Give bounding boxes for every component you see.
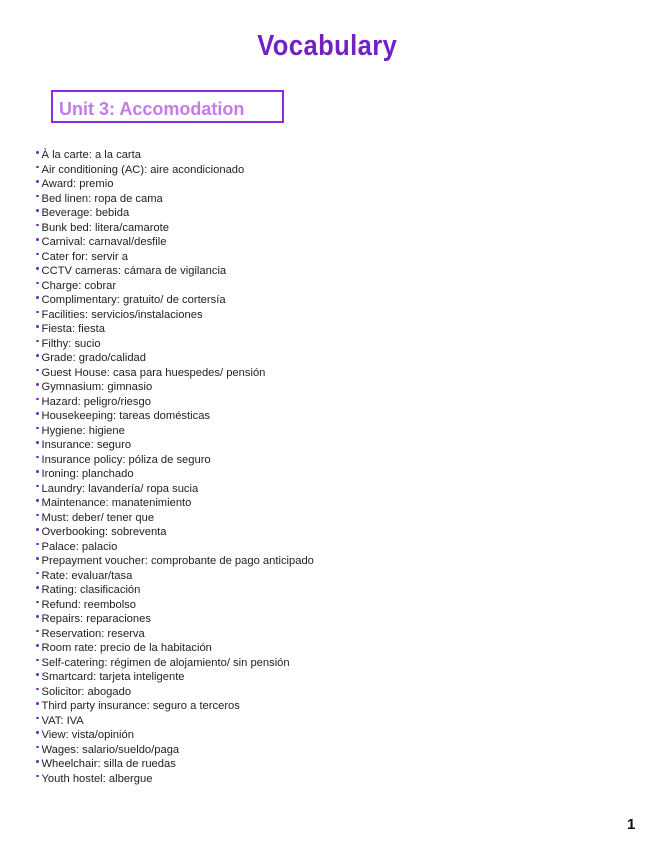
- unit-heading: Unit 3: Accomodation: [59, 99, 245, 119]
- vocabulary-text: Gymnasium: gimnasio: [41, 381, 153, 393]
- vocabulary-text: Wages: salario/sueldo/paga: [41, 743, 180, 756]
- vocabulary-item: [36, 772, 314, 787]
- vocabulary-item: [36, 699, 314, 714]
- vocabulary-item: [36, 366, 314, 381]
- vocabulary-text: View: vista/opinión: [41, 729, 134, 741]
- bullet-icon: [36, 311, 39, 314]
- vocabulary-item: [36, 714, 314, 729]
- vocabulary-item: [36, 264, 314, 279]
- vocabulary-text: Repairs: reparaciones: [41, 613, 151, 625]
- bullet-icon: [36, 325, 39, 328]
- vocabulary-item: [36, 728, 314, 743]
- bullet-icon: [36, 543, 39, 546]
- vocabulary-item: [36, 322, 314, 337]
- vocabulary-item: [36, 177, 314, 192]
- bullet-icon: [36, 151, 39, 154]
- bullet-icon: [36, 731, 39, 734]
- bullet-icon: [36, 572, 39, 575]
- bullet-icon: [36, 195, 39, 198]
- bullet-icon: [36, 398, 39, 401]
- bullet-icon: [36, 166, 39, 169]
- vocabulary-item: [36, 757, 314, 772]
- vocabulary-item: [36, 540, 314, 555]
- page-number: 1: [627, 816, 636, 833]
- vocabulary-item: [36, 641, 314, 656]
- bullet-icon: [36, 456, 39, 459]
- bullet-icon: [36, 586, 39, 589]
- vocabulary-item: [36, 438, 314, 453]
- vocabulary-item: [36, 351, 314, 366]
- vocabulary-item: [36, 424, 314, 439]
- vocabulary-text: Prepayment voucher: comprobante de pago anticipado: [41, 555, 314, 567]
- vocabulary-item: [36, 525, 314, 540]
- vocabulary-text: À la carte: a la carta: [41, 149, 141, 161]
- vocabulary-item: [36, 496, 314, 511]
- vocabulary-item: [36, 554, 314, 569]
- vocabulary-text: Beverage: bebida: [41, 207, 130, 219]
- vocabulary-text: Smartcard: tarjeta inteligente: [41, 671, 185, 683]
- vocabulary-item: [36, 598, 314, 613]
- vocabulary-item: [36, 511, 314, 526]
- vocabulary-item: [36, 743, 314, 758]
- vocabulary-text: Solicitor: abogado: [41, 685, 132, 698]
- bullet-icon: [36, 717, 39, 720]
- vocabulary-item: [36, 409, 314, 424]
- vocabulary-item: [36, 279, 314, 294]
- bullet-icon: [36, 209, 39, 212]
- vocabulary-item: [36, 380, 314, 395]
- bullet-icon: [36, 557, 39, 560]
- vocabulary-item: [36, 612, 314, 627]
- vocabulary-text: Grade: grado/calidad: [41, 352, 146, 364]
- vocabulary-text: Self-catering: régimen de alojamiento/ sin pensión: [41, 656, 290, 669]
- bullet-icon: [36, 601, 39, 604]
- bullet-icon: [36, 499, 39, 502]
- vocabulary-text: Youth hostel: albergue: [41, 772, 153, 785]
- vocabulary-text: Carnival: carnaval/desfile: [41, 236, 167, 248]
- vocabulary-text: Air conditioning (AC): aire acondicionado: [41, 163, 245, 176]
- vocabulary-item: [36, 163, 314, 178]
- vocabulary-text: Maintenance: manatenimiento: [41, 497, 192, 509]
- bullet-icon: [36, 354, 39, 357]
- bullet-icon: [36, 253, 39, 256]
- vocabulary-item: [36, 583, 314, 598]
- bullet-icon: [36, 673, 39, 676]
- vocabulary-item: [36, 482, 314, 497]
- bullet-icon: [36, 760, 39, 763]
- vocabulary-text: Laundry: lavandería/ ropa sucia: [41, 482, 199, 495]
- vocabulary-text: Insurance: seguro: [41, 439, 132, 451]
- bullet-icon: [36, 615, 39, 618]
- vocabulary-text: Award: premio: [41, 178, 114, 190]
- vocabulary-text: Charge: cobrar: [41, 279, 117, 292]
- vocabulary-item: [36, 308, 314, 323]
- vocabulary-text: Fiesta: fiesta: [41, 323, 105, 335]
- vocabulary-text: Guest House: casa para huespedes/ pensión: [41, 366, 266, 379]
- vocabulary-text: Facilities: servicios/instalaciones: [41, 308, 203, 321]
- bullet-icon: [36, 267, 39, 270]
- bullet-icon: [36, 470, 39, 473]
- bullet-icon: [36, 427, 39, 430]
- vocabulary-item: [36, 221, 314, 236]
- vocabulary-item: [36, 293, 314, 308]
- bullet-icon: [36, 224, 39, 227]
- vocabulary-item: [36, 569, 314, 584]
- bullet-icon: [36, 514, 39, 517]
- vocabulary-text: Bunk bed: litera/camarote: [41, 221, 169, 234]
- vocabulary-text: Refund: reembolso: [41, 598, 137, 611]
- vocabulary-item: [36, 192, 314, 207]
- vocabulary-item: [36, 453, 314, 468]
- bullet-icon: [36, 630, 39, 633]
- vocabulary-text: Reservation: reserva: [41, 627, 145, 640]
- vocabulary-text: Overbooking: sobreventa: [41, 526, 167, 538]
- vocabulary-text: CCTV cameras: cámara de vigilancia: [41, 265, 227, 277]
- vocabulary-text: VAT: IVA: [41, 714, 84, 727]
- vocabulary-text: Third party insurance: seguro a terceros: [41, 700, 240, 712]
- bullet-icon: [36, 688, 39, 691]
- bullet-icon: [36, 282, 39, 285]
- vocabulary-text: Hazard: peligro/riesgo: [41, 395, 151, 408]
- vocabulary-text: Room rate: precio de la habitación: [41, 642, 212, 654]
- vocabulary-item: [36, 148, 314, 163]
- bullet-icon: [36, 340, 39, 343]
- vocabulary-item: [36, 250, 314, 265]
- vocabulary-item: [36, 656, 314, 671]
- vocabulary-item: [36, 206, 314, 221]
- bullet-icon: [36, 702, 39, 705]
- vocabulary-text: Rating: clasificación: [41, 584, 141, 596]
- vocabulary-text: Ironing: planchado: [41, 468, 134, 480]
- bullet-icon: [36, 412, 39, 415]
- vocabulary-text: Complimentary: gratuito/ de cortersía: [41, 294, 226, 306]
- bullet-icon: [36, 238, 39, 241]
- vocabulary-text: Insurance policy: póliza de seguro: [41, 453, 211, 466]
- vocabulary-item: [36, 670, 314, 685]
- bullet-icon: [36, 441, 39, 444]
- bullet-icon: [36, 528, 39, 531]
- vocabulary-item: [36, 685, 314, 700]
- bullet-icon: [36, 775, 39, 778]
- bullet-icon: [36, 369, 39, 372]
- vocabulary-item: [36, 395, 314, 410]
- vocabulary-list: [36, 148, 314, 786]
- vocabulary-text: Cater for: servir a: [41, 250, 128, 263]
- vocabulary-text: Housekeeping: tareas domésticas: [41, 410, 211, 422]
- bullet-icon: [36, 485, 39, 488]
- vocabulary-text: Hygiene: higiene: [41, 424, 125, 437]
- bullet-icon: [36, 180, 39, 183]
- page-title: Vocabulary: [257, 30, 398, 62]
- vocabulary-item: [36, 337, 314, 352]
- vocabulary-text: Rate: evaluar/tasa: [41, 569, 133, 582]
- vocabulary-item: [36, 467, 314, 482]
- vocabulary-text: Bed linen: ropa de cama: [41, 192, 163, 205]
- bullet-icon: [36, 296, 39, 299]
- vocabulary-text: Filthy: sucio: [41, 337, 101, 350]
- vocabulary-text: Palace: palacio: [41, 540, 118, 553]
- bullet-icon: [36, 746, 39, 749]
- bullet-icon: [36, 644, 39, 647]
- bullet-icon: [36, 383, 39, 386]
- vocabulary-item: [36, 627, 314, 642]
- vocabulary-text: Wheelchair: silla de ruedas: [41, 758, 176, 770]
- vocabulary-item: [36, 235, 314, 250]
- vocabulary-text: Must: deber/ tener que: [41, 511, 155, 524]
- bullet-icon: [36, 659, 39, 662]
